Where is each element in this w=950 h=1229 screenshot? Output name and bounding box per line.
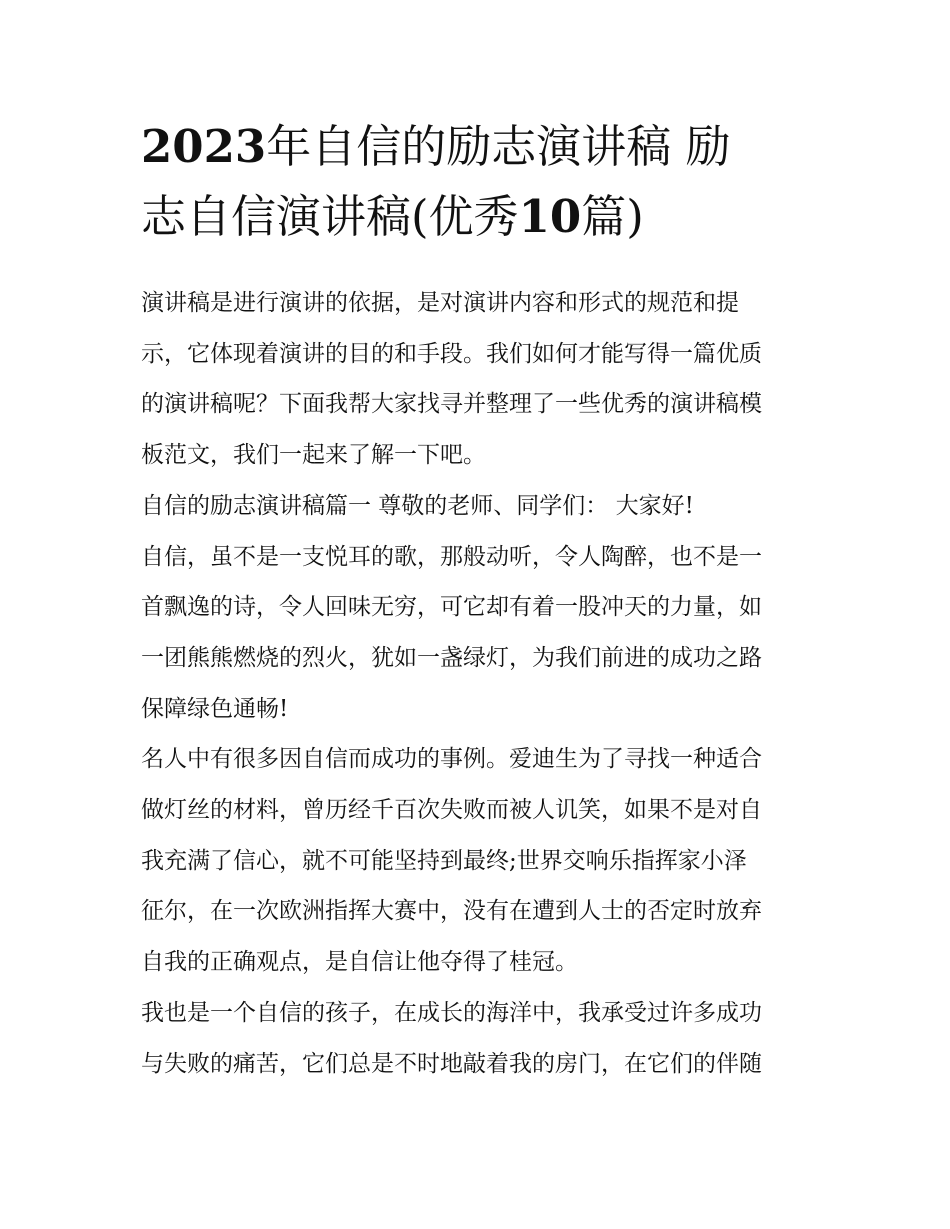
- text-line: 与失败的痛苦，它们总是不时地敲着我的房门，在它们的伴随: [141, 1050, 762, 1077]
- document-title: [141, 112, 813, 252]
- text-line: 征尔，在一次欧洲指挥大赛中，没有在遭到人士的否定时放弃: [141, 898, 762, 925]
- text-line: 示，它体现着演讲的目的和手段。我们如何才能写得一篇优质: [141, 340, 762, 367]
- text-line: 保障绿色通畅!: [141, 695, 289, 722]
- text-line: 的演讲稿呢？下面我帮大家找寻并整理了一些优秀的演讲稿模: [141, 391, 762, 418]
- text-line: 一团熊熊燃烧的烈火，犹如一盏绿灯，为我们前进的成功之路: [141, 644, 762, 671]
- title-count: 10: [518, 190, 582, 243]
- title-text-1: 年自信的励志演讲稿 励: [266, 120, 731, 173]
- text-line: 做灯丝的材料，曾历经千百次失败而被人讥笑，如果不是对自: [141, 797, 762, 824]
- text-line: 首飘逸的诗，令人回味无穷，可它却有着一股冲天的力量，如: [141, 594, 762, 621]
- text-line: 板范文，我们一起来了解一下吧。: [141, 442, 486, 469]
- paragraph-confidence: [141, 532, 813, 735]
- text-line: 名人中有很多因自信而成功的事例。爱迪生为了寻找一种适合: [141, 746, 762, 773]
- text-line: 我充满了信心，就不可能坚持到最终;世界交响乐指挥家小泽: [141, 847, 747, 874]
- title-line-2: [141, 182, 813, 252]
- paragraph-examples: [141, 734, 813, 988]
- title-text-3: 篇): [581, 190, 644, 243]
- paragraph-personal: [141, 988, 813, 1089]
- text-line: 演讲稿是进行演讲的依据，是对演讲内容和形式的规范和提: [141, 290, 739, 316]
- text-line: 自我的正确观点，是自信让他夺得了桂冠。: [141, 949, 578, 976]
- text-line: 自信的励志演讲稿篇一 尊敬的老师、同学们： 大家好!: [141, 492, 694, 519]
- title-line-1: [141, 112, 813, 182]
- paragraph-intro: [141, 278, 813, 481]
- text-line: 自信，虽不是一支悦耳的歌，那般动听，令人陶醉，也不是一: [141, 543, 762, 570]
- title-year: 2023: [141, 120, 267, 173]
- document-page: [141, 112, 813, 1089]
- text-line: 我也是一个自信的孩子，在成长的海洋中，我承受过许多成功: [141, 999, 762, 1026]
- title-text-2: 志自信演讲稿(优秀: [141, 190, 519, 243]
- paragraph-greeting: [141, 481, 813, 532]
